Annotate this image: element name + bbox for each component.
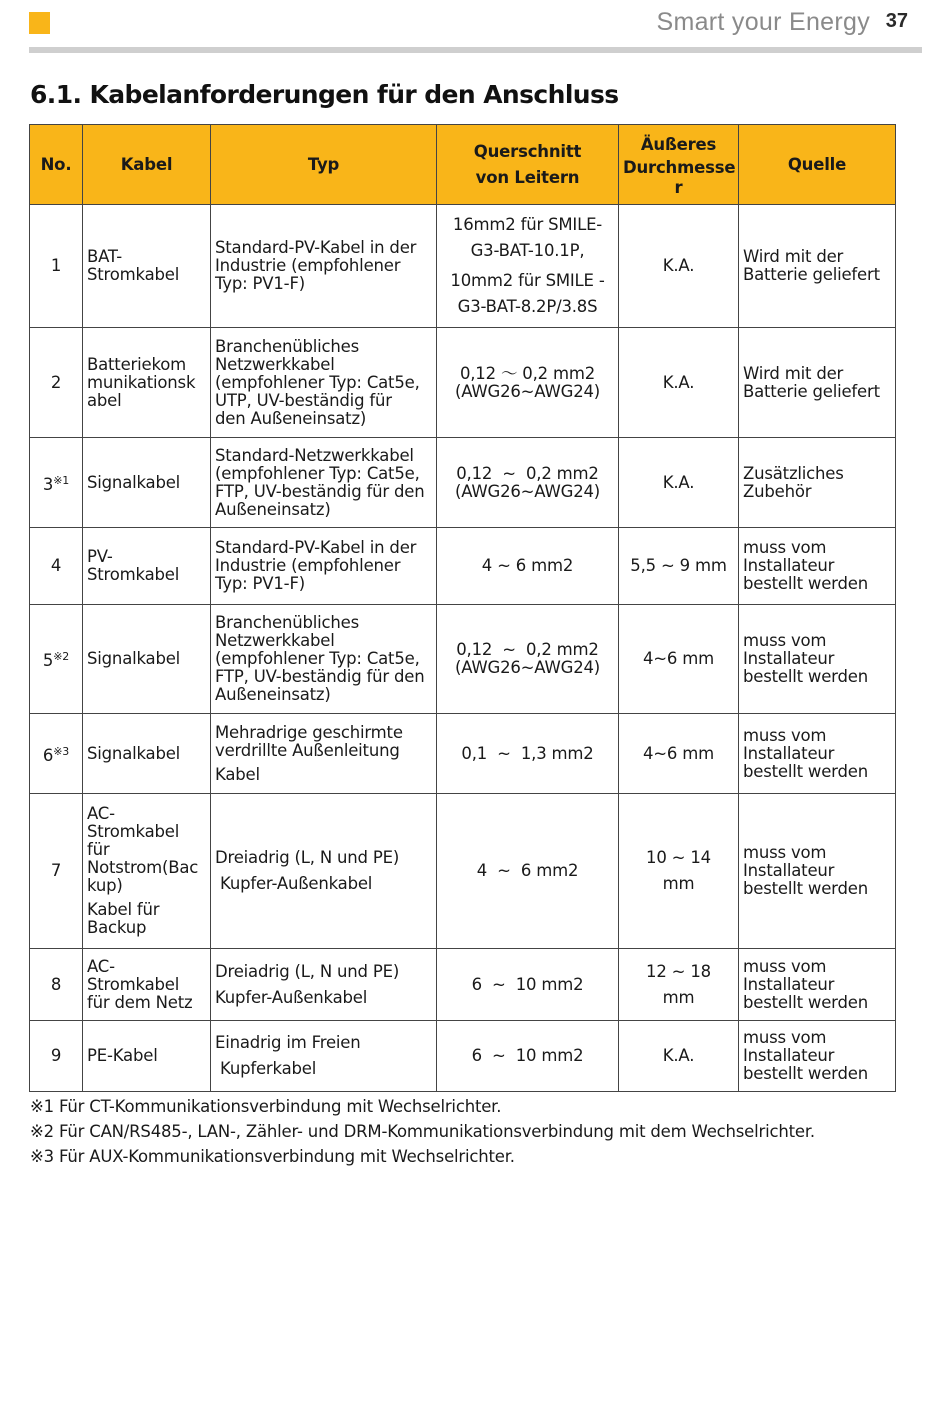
cell-line: PV- [87, 547, 113, 566]
cell-line: Netzwerkkabel [215, 354, 335, 374]
cell-line: FTP, UV-beständig für den [215, 667, 425, 686]
cell-kabel [83, 528, 211, 605]
cell-querschnitt [437, 1021, 619, 1092]
cell-typ [211, 328, 437, 438]
table-row [30, 328, 896, 438]
table-row [30, 794, 896, 949]
cell-line: 10 ~ 14 [646, 848, 711, 867]
cell-line: Signalkabel [87, 649, 181, 668]
row-number: 6 [42, 745, 54, 765]
cell-querschnitt [437, 605, 619, 714]
cell-no [30, 528, 83, 605]
cell-line: Standard-Netzwerkkabel [215, 445, 414, 465]
cell-line: 0,1 ~ 1,3 mm2 [461, 743, 594, 763]
cell-line: abel [87, 390, 122, 410]
cell-line: G3-BAT-10.1P, [470, 241, 585, 260]
cell-line: 10mm2 für SMILE - [450, 271, 605, 290]
section-title: 6.1. Kabelanforderungen für den Anschluss [30, 80, 619, 109]
cell-line: bestellt werden [743, 1064, 868, 1083]
cell-line: Backup [87, 918, 147, 937]
col-header-typ: Typ [211, 125, 437, 205]
cell-kabel [83, 605, 211, 714]
table-row [30, 205, 896, 328]
cell-line: Branchenübliches [215, 336, 359, 356]
cell-line: Außeneinsatz) [215, 499, 331, 519]
cell-line: AC- [87, 956, 115, 976]
cell-durchmesser [619, 949, 739, 1021]
cell-kabel [83, 205, 211, 328]
footnotes [30, 1094, 815, 1169]
cell-querschnitt [437, 438, 619, 528]
cell-no [30, 1021, 83, 1092]
table-row [30, 1021, 896, 1092]
cell-quelle [739, 714, 896, 794]
table-row [30, 438, 896, 528]
cell-line: Batterie geliefert [743, 381, 880, 401]
cell-line: K.A. [662, 256, 695, 275]
cell-line: Zusätzliches [743, 463, 844, 483]
cell-line: Wird mit der [743, 363, 844, 383]
cell-line: (empfohlener Typ: Cat5e, [215, 463, 420, 483]
cell-line: K.A. [662, 1046, 695, 1065]
cell-quelle [739, 438, 896, 528]
cell-line: bestellt werden [743, 761, 868, 781]
cell-line: (empfohlener Typ: Cat5e, [215, 372, 420, 392]
cell-durchmesser [619, 794, 739, 949]
cell-quelle [739, 605, 896, 714]
cell-quelle [739, 794, 896, 949]
cell-line: Industrie (empfohlener [215, 256, 401, 275]
row-number: 5 [42, 651, 54, 670]
cell-line: Installateur [743, 743, 835, 763]
cell-durchmesser [619, 1021, 739, 1092]
cell-line: Stromkabel [87, 565, 180, 584]
cell-durchmesser [619, 438, 739, 528]
cell-line: bestellt werden [743, 879, 868, 898]
cell-quelle [739, 205, 896, 328]
cell-line: muss vom [743, 631, 827, 650]
cell-line: 0,12 ～ 0,2 mm2 [459, 363, 596, 383]
header-rule [29, 47, 922, 53]
cell-line: (empfohlener Typ: Cat5e, [215, 649, 420, 668]
table-row [30, 714, 896, 794]
cell-line: Installateur [743, 861, 835, 880]
cell-line: Stromkabel [87, 265, 180, 284]
cell-line: Signalkabel [87, 743, 181, 763]
cell-line: Dreiadrig (L, N und PE) [215, 848, 400, 867]
cell-quelle [739, 949, 896, 1021]
cell-line: Netzwerkkabel [215, 631, 335, 650]
cell-no [30, 794, 83, 949]
cell-line: Signalkabel [87, 472, 181, 492]
cell-querschnitt [437, 714, 619, 794]
cell-line: den Außeneinsatz) [215, 408, 367, 428]
cell-querschnitt [437, 328, 619, 438]
cell-line: Installateur [743, 649, 835, 668]
cell-typ [211, 794, 437, 949]
cell-line: muss vom [743, 956, 827, 976]
cell-durchmesser [619, 605, 739, 714]
cell-kabel [83, 1021, 211, 1092]
cell-line: Kupfer-Außenkabel [215, 987, 368, 1007]
footnote-3: ※3 Für AUX-Kommunikationsverbindung mit Wechselrichter. [30, 1147, 515, 1166]
cell-line: Einadrig im Freien [215, 1033, 361, 1052]
col-header-quelle: Quelle [739, 125, 896, 205]
cell-no [30, 205, 83, 328]
cell-line: Stromkabel [87, 822, 180, 841]
cell-line: BAT- [87, 247, 123, 266]
cell-line: Außeneinsatz) [215, 685, 331, 704]
footnote-2: ※2 Für CAN/RS485-, LAN-, Zähler- und DRM-Kommunikationsverbindung mit dem Wechselrichter. [30, 1122, 815, 1141]
cell-typ [211, 438, 437, 528]
page-number: 37 [885, 10, 908, 32]
cell-line: mm [662, 874, 695, 893]
cell-quelle [739, 1021, 896, 1092]
cable-requirements-table [29, 124, 896, 1092]
cell-typ [211, 1021, 437, 1092]
cell-line: muss vom [743, 843, 827, 862]
cell-line: Notstrom(Bac [87, 858, 199, 877]
row-number: 9 [50, 1046, 62, 1065]
row-number: 3 [42, 474, 54, 494]
cell-line: Standard-PV-Kabel in der [215, 538, 417, 557]
row-number: 1 [50, 256, 62, 275]
cell-durchmesser [619, 528, 739, 605]
cell-typ [211, 949, 437, 1021]
cell-kabel [83, 949, 211, 1021]
cell-line: muss vom [743, 538, 827, 557]
cell-typ [211, 714, 437, 794]
cell-line: (AWG26~AWG24) [454, 658, 601, 677]
cell-line: Installateur [743, 1046, 835, 1065]
cell-line: Batteriekom [87, 354, 186, 374]
row-number: 4 [50, 556, 62, 575]
cell-line: Typ: PV1-F) [215, 574, 305, 593]
cell-line: (AWG26~AWG24) [454, 381, 601, 401]
table-row [30, 528, 896, 605]
table-row [30, 949, 896, 1021]
cell-kabel [83, 714, 211, 794]
cell-line: Kupfer-Außenkabel [215, 874, 373, 893]
cell-line: K.A. [662, 472, 695, 492]
cell-no [30, 605, 83, 714]
row-number: 8 [50, 974, 62, 994]
cell-line: K.A. [662, 372, 695, 392]
cell-line: Dreiadrig (L, N und PE) [215, 961, 400, 981]
cell-line: AC- [87, 804, 115, 823]
cell-kabel [83, 438, 211, 528]
cell-line: Kabel [215, 764, 260, 784]
cell-line: Mehradrige geschirmte [215, 722, 403, 742]
cell-durchmesser [619, 328, 739, 438]
cell-line: Zubehör [743, 481, 812, 501]
cell-line: Branchenübliches [215, 613, 359, 632]
cell-durchmesser [619, 205, 739, 328]
cell-line: 4 ~ 6 mm2 [476, 861, 579, 880]
cell-line: PE-Kabel [87, 1046, 158, 1065]
cell-typ [211, 528, 437, 605]
table-row [30, 605, 896, 714]
cell-querschnitt [437, 794, 619, 949]
col-header-durchmesser: Äußeres Durchmesse r [619, 125, 739, 205]
footnote-1: ※1 Für CT-Kommunikationsverbindung mit Wechselrichter. [30, 1097, 502, 1116]
cell-line: für [87, 840, 110, 859]
cell-typ [211, 605, 437, 714]
footnote-marker: ※1 [53, 473, 70, 487]
cell-querschnitt [437, 205, 619, 328]
cell-kabel [83, 794, 211, 949]
cell-kabel [83, 328, 211, 438]
cell-line: Stromkabel [87, 974, 180, 994]
cell-quelle [739, 528, 896, 605]
cell-line: FTP, UV-beständig für den [215, 481, 425, 501]
cell-line: 4~6 mm [642, 743, 714, 763]
cell-no [30, 438, 83, 528]
cell-no [30, 328, 83, 438]
header-accent-square [29, 12, 50, 34]
cell-line: 0,12 ~ 0,2 mm2 [456, 463, 599, 483]
footnote-marker: ※3 [53, 744, 70, 758]
cell-no [30, 949, 83, 1021]
cell-line: Industrie (empfohlener [215, 556, 401, 575]
cell-line: muss vom [743, 725, 827, 745]
row-number: 2 [50, 372, 62, 392]
cell-line: G3-BAT-8.2P/3.8S [457, 297, 598, 316]
cell-line: für dem Netz [87, 992, 193, 1012]
cell-no [30, 714, 83, 794]
cell-line: 5,5 ~ 9 mm [630, 556, 727, 575]
cell-line: muss vom [743, 1028, 827, 1047]
cell-line: 12 ~ 18 [646, 961, 711, 981]
row-number: 7 [50, 861, 62, 880]
cell-line: 4~6 mm [642, 649, 714, 668]
col-header-no: No. [30, 125, 83, 205]
cell-line: Installateur [743, 974, 835, 994]
cell-line: verdrillte Außenleitung [215, 740, 400, 760]
col-header-kabel: Kabel [83, 125, 211, 205]
cell-line: Installateur [743, 556, 835, 575]
cell-line: bestellt werden [743, 667, 868, 686]
cell-line: Batterie geliefert [743, 265, 880, 284]
cell-line: Typ: PV1-F) [215, 274, 305, 293]
cell-quelle [739, 328, 896, 438]
table-header-row [30, 125, 896, 205]
table-body [30, 205, 896, 1092]
cell-line: 0,12 ~ 0,2 mm2 [456, 640, 599, 659]
cell-querschnitt [437, 528, 619, 605]
cell-line: bestellt werden [743, 574, 868, 593]
col-header-querschnitt: Querschnitt von Leitern [437, 125, 619, 205]
cell-durchmesser [619, 714, 739, 794]
cell-querschnitt [437, 949, 619, 1021]
cell-line: bestellt werden [743, 992, 868, 1012]
cell-line: UTP, UV-beständig für [215, 390, 392, 410]
cell-line: 16mm2 für SMILE- [452, 215, 603, 234]
cell-line: 6 ~ 10 mm2 [471, 974, 584, 994]
cell-line: mm [662, 987, 695, 1007]
cell-line: 6 ~ 10 mm2 [471, 1046, 584, 1065]
header-title: Smart your Energy [656, 8, 870, 36]
cell-line: Standard-PV-Kabel in der [215, 238, 417, 257]
cell-line: Kupferkabel [215, 1059, 317, 1078]
cell-line: (AWG26~AWG24) [454, 481, 601, 501]
cell-line: kup) [87, 876, 123, 895]
cell-line: Kabel für [87, 900, 160, 919]
cell-line: 4 ~ 6 mm2 [481, 556, 574, 575]
cell-typ [211, 205, 437, 328]
cell-line: Wird mit der [743, 247, 844, 266]
cell-line: munikationsk [87, 372, 196, 392]
footnote-marker: ※2 [53, 650, 70, 663]
